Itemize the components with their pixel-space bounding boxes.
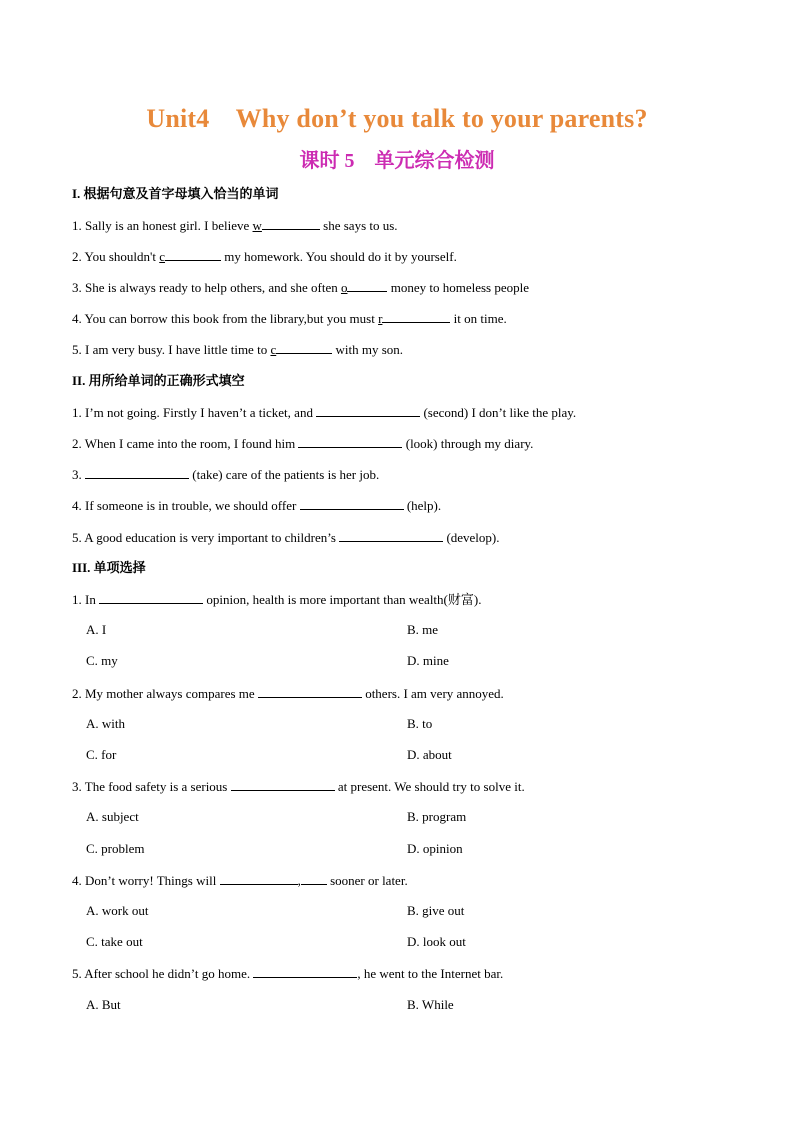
question xyxy=(72,248,457,265)
question-text: 3. The food safety is a serious xyxy=(72,779,231,794)
question-text: she says to us. xyxy=(319,218,398,233)
option-c[interactable]: C. my xyxy=(86,653,118,668)
question-text: sooner or later. xyxy=(326,873,408,888)
question-text: (develop). xyxy=(443,530,500,545)
option-d[interactable]: D. about xyxy=(407,747,452,762)
option-a[interactable]: A. subject xyxy=(86,809,139,824)
option-b[interactable]: B. give out xyxy=(407,903,465,918)
answer-blank[interactable] xyxy=(258,685,362,698)
answer-blank[interactable] xyxy=(339,529,443,542)
question xyxy=(72,778,525,795)
question-text: 5. A good education is very important to children’s xyxy=(72,530,340,545)
question-text: my homework. You should do it by yourself. xyxy=(221,249,457,264)
question: 4. Don’t worry! Things will , sooner or later. xyxy=(72,873,408,888)
answer-blank[interactable] xyxy=(231,778,335,791)
option-c[interactable]: C. problem xyxy=(86,841,145,856)
section-2-heading: II. 用所给单词的正确形式填空 xyxy=(72,373,245,388)
initial-letter: r xyxy=(378,311,383,326)
question xyxy=(72,404,576,421)
initial-letter: o xyxy=(340,280,348,295)
question-text: , he went to the Internet bar. xyxy=(357,966,504,981)
question-text: 1. I’m not going. Firstly I haven’t a ticket, and xyxy=(72,405,317,420)
question-text: (help). xyxy=(403,498,442,513)
question-text: 1. Sally is an honest girl. I believe xyxy=(72,218,253,233)
option-c[interactable]: C. for xyxy=(86,747,117,762)
question-text: opinion, health is more important than wealth(财富). xyxy=(203,592,482,607)
initial-letter: w xyxy=(252,218,262,233)
question-text: 5. I am very busy. I have little time to xyxy=(72,342,271,357)
question xyxy=(72,497,441,514)
section-1-heading: I. 根据句意及首字母填入恰当的单词 xyxy=(72,186,279,201)
unit-title: Unit4 Why don’t you talk to your parents? xyxy=(146,104,648,133)
option-b[interactable]: B. While xyxy=(407,997,454,1012)
answer-blank[interactable] xyxy=(347,279,387,292)
question xyxy=(72,341,403,358)
answer-blank[interactable] xyxy=(253,965,357,978)
option-b[interactable]: B. me xyxy=(407,622,439,637)
option-d[interactable]: D. mine xyxy=(407,653,449,668)
question-text: 4. If someone is in trouble, we should offer xyxy=(72,498,300,513)
option-a[interactable]: A. work out xyxy=(86,903,149,918)
answer-blank[interactable] xyxy=(165,248,221,261)
answer-blank[interactable] xyxy=(301,872,327,885)
question xyxy=(72,217,398,234)
question xyxy=(72,529,500,546)
question-text: 2. When I came into the room, I found him xyxy=(72,436,299,451)
question xyxy=(72,279,529,296)
question xyxy=(72,685,504,702)
question-text: at present. We should try to solve it. xyxy=(334,779,525,794)
question-text: it on time. xyxy=(450,311,507,326)
question xyxy=(72,965,503,982)
answer-blank[interactable] xyxy=(298,435,402,448)
option-b[interactable]: B. to xyxy=(407,716,433,731)
answer-blank[interactable] xyxy=(262,217,320,230)
question-text: (second) I don’t like the play. xyxy=(420,405,577,420)
lesson-subtitle: 课时 5 单元综合检测 xyxy=(299,150,495,172)
question-text: with my son. xyxy=(332,342,404,357)
answer-blank[interactable] xyxy=(85,466,189,479)
option-b[interactable]: B. program xyxy=(407,809,467,824)
question-text: 5. After school he didn’t go home. xyxy=(72,966,254,981)
question-text: (take) care of the patients is her job. xyxy=(189,467,380,482)
question-text: 2. You shouldn't xyxy=(72,249,160,264)
answer-blank[interactable] xyxy=(316,404,420,417)
question-text: 2. My mother always compares me xyxy=(72,686,258,701)
answer-blank[interactable] xyxy=(382,310,450,323)
question-text: 4. You can borrow this book from the library,but you must xyxy=(72,311,379,326)
answer-blank[interactable] xyxy=(300,497,404,510)
answer-blank[interactable] xyxy=(99,591,203,604)
option-a[interactable]: A. I xyxy=(86,622,107,637)
question-text: others. I am very annoyed. xyxy=(361,686,504,701)
question xyxy=(72,435,533,452)
option-a[interactable]: A. with xyxy=(86,716,125,731)
option-c[interactable]: C. take out xyxy=(86,934,143,949)
question-text: 3. xyxy=(72,467,85,482)
question-text: 1. In xyxy=(72,592,100,607)
question-text: 4. Don’t worry! Things will xyxy=(72,873,220,888)
initial-letter: c xyxy=(270,342,277,357)
question-text: (look) through my diary. xyxy=(402,436,534,451)
question xyxy=(72,466,379,483)
question xyxy=(72,591,481,608)
option-d[interactable]: D. opinion xyxy=(407,841,463,856)
answer-blank[interactable] xyxy=(276,341,332,354)
answer-blank[interactable] xyxy=(220,872,298,885)
initial-letter: c xyxy=(159,249,166,264)
question-text: 3. She is always ready to help others, and she often xyxy=(72,280,341,295)
option-a[interactable]: A. But xyxy=(86,997,121,1012)
section-3-heading: III. 单项选择 xyxy=(72,560,146,575)
question-text: money to homeless people xyxy=(387,280,529,295)
option-d[interactable]: D. look out xyxy=(407,934,466,949)
question xyxy=(72,310,507,327)
